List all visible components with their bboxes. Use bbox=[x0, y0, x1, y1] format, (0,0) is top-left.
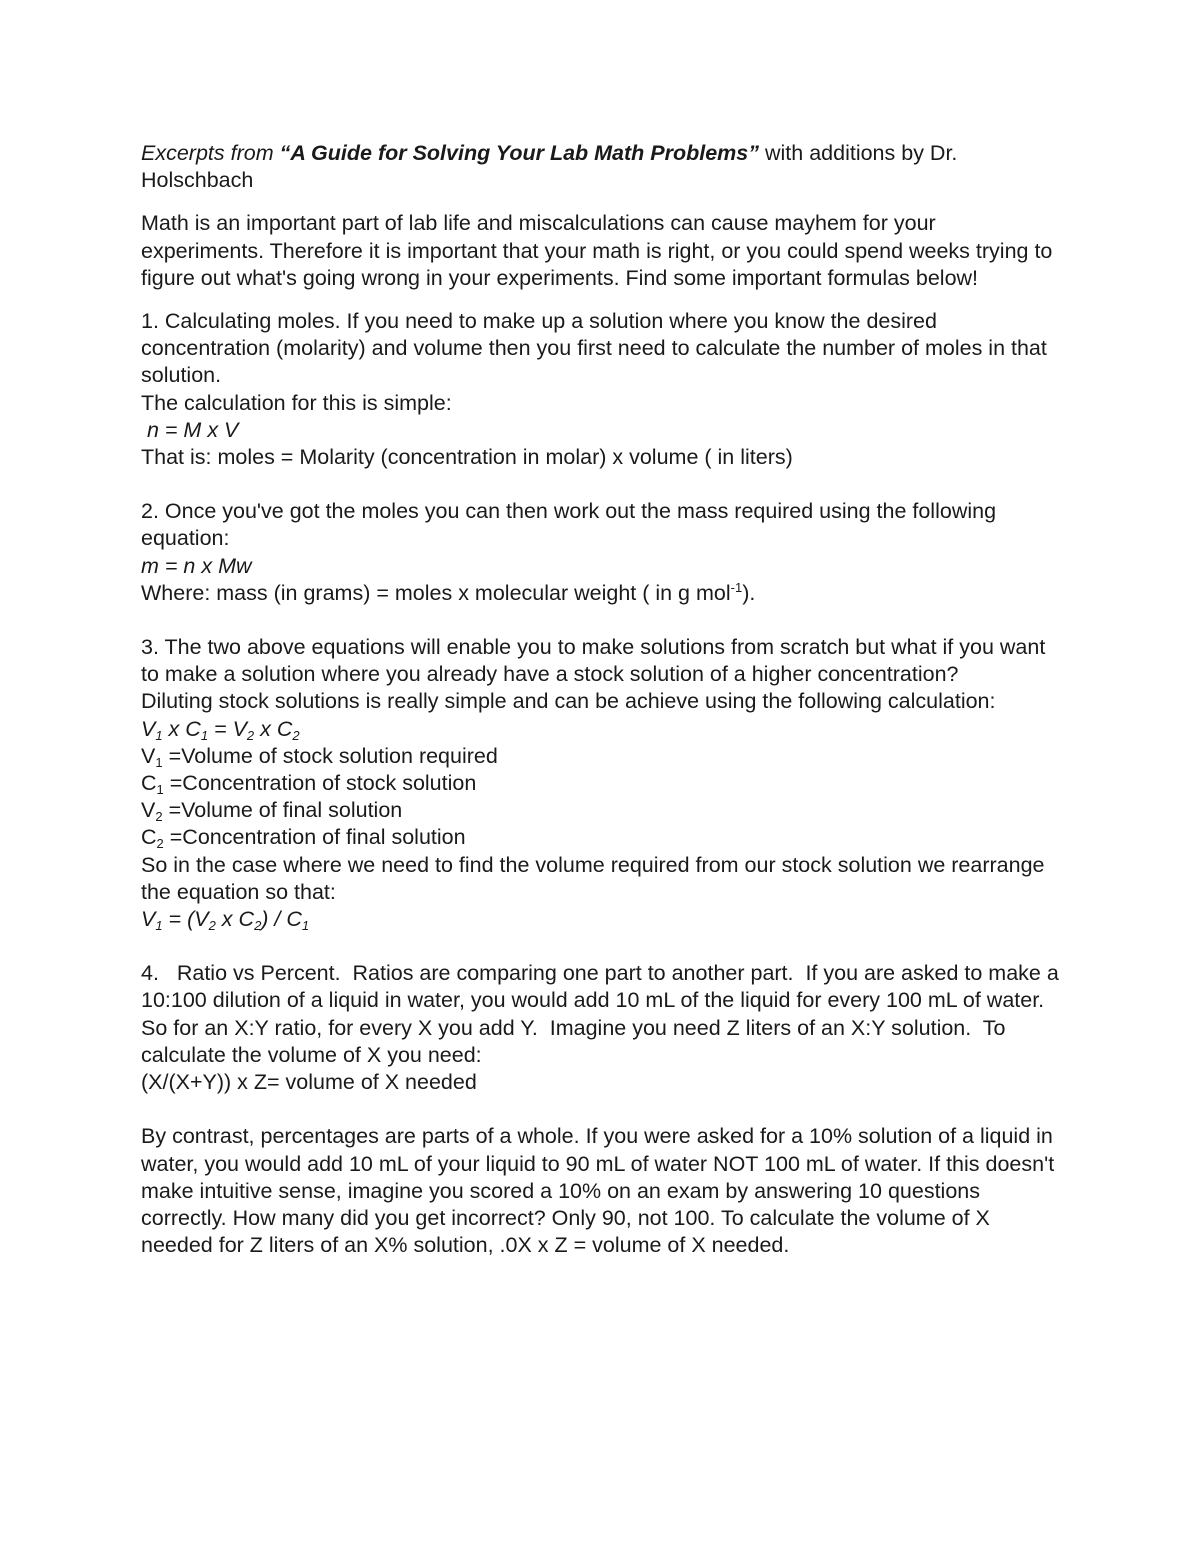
dilution-equation bbox=[141, 716, 1061, 743]
def-v2 bbox=[141, 797, 1061, 824]
section-moles-text: 1. Calculating moles. If you need to make up a solution where you know the desired concentration (molarity) and volume then you first need to calculate the number of moles in that solution. bbox=[141, 309, 1047, 388]
section-mass-explain-end: ). bbox=[742, 580, 756, 605]
section-dilution-rearrange: So in the case where we need to find the volume required from our stock solution we rearrange the equation so that: bbox=[141, 852, 1045, 904]
def-v2-sub: 2 bbox=[155, 809, 163, 825]
req-times: x bbox=[215, 907, 239, 932]
eq-v1: V bbox=[141, 716, 156, 741]
document-page bbox=[141, 140, 1065, 1259]
title-suffix: with additions by Dr. Holschbach bbox=[141, 141, 958, 193]
section-dilution bbox=[141, 634, 1061, 933]
intro-paragraph: Math is an important part of lab life and miscalculations can cause mayhem for your experiments. Therefore it is important that your math is right, or you could spend weeks trying to figure out what's going wrong in your experiments. Find some important formulas below! bbox=[141, 211, 1053, 290]
def-v1 bbox=[141, 743, 1061, 770]
req-c1-sub: 1 bbox=[301, 918, 310, 934]
def-v1-symbol: V bbox=[141, 743, 156, 768]
eq-times-1: x bbox=[162, 716, 186, 741]
eq-c2-sub: 2 bbox=[292, 727, 300, 743]
eq-times-2: x bbox=[254, 716, 277, 741]
req-c1: C bbox=[286, 907, 302, 932]
eq-c1: C bbox=[185, 716, 201, 741]
section-mass-explain-sup: -1 bbox=[730, 579, 743, 595]
def-c1-sub: 1 bbox=[156, 782, 164, 798]
section-mass-explain-text: Where: mass (in grams) = moles x molecular weight ( in g mol bbox=[141, 580, 731, 605]
eq-v2: V bbox=[232, 716, 247, 741]
req-c2: C bbox=[238, 907, 255, 932]
section-ratio-text: 4. Ratio vs Percent. Ratios are comparing one part to another part. If you are asked to make a 10:100 dilution of a liquid in water, you would add 10 mL of the liquid for every 100 mL of water. So for an X:Y ratio, for every X you add Y. Imagine you need Z liters of an X:Y solution. To calculate the volume of X you need: bbox=[141, 961, 1065, 1067]
eq-c1-sub: 1 bbox=[200, 727, 209, 743]
section-moles-formula: n = M x V bbox=[141, 417, 239, 442]
section-dilution-lead: Diluting stock solutions is really simple and can be achieve using the following calculation: bbox=[141, 689, 996, 714]
rearranged-equation bbox=[141, 906, 1061, 933]
req-c2-sub: 2 bbox=[254, 918, 262, 934]
title-book: “A Guide for Solving Your Lab Math Problems” bbox=[279, 141, 760, 165]
section-dilution-text: 3. The two above equations will enable you to make solutions from scratch but what if you want to make a solution where you already have a stock solution of a higher concentration? bbox=[141, 635, 1046, 687]
req-v2-sub: 2 bbox=[208, 918, 216, 934]
def-c1-text: =Concentration of stock solution bbox=[169, 771, 477, 796]
req-close: ) / bbox=[261, 907, 287, 932]
def-v1-text: =Volume of stock solution required bbox=[168, 743, 498, 768]
section-percent-text: By contrast, percentages are parts of a whole. If you were asked for a 10% solution of a liquid in water, you would add 10 mL of your liquid to 90 mL of water NOT 100 mL of water. If this doesn't make intuitive sense, imagine you scored a 10% on an exam by answering 10 questions correctly. How many did you get incorrect? Only 90, not 100. To calculate the volume of X needed for Z liters of an X% solution, .0X x Z = volume of X needed. bbox=[141, 1124, 1055, 1258]
def-v2-symbol: V bbox=[141, 798, 156, 823]
req-v2: V bbox=[194, 907, 209, 932]
section-mass-formula: m = n x Mw bbox=[141, 553, 252, 578]
def-c2-sub: 2 bbox=[156, 836, 164, 852]
def-c1-symbol: C bbox=[141, 771, 157, 796]
section-percent bbox=[141, 1123, 1061, 1259]
def-c2-text: =Concentration of final solution bbox=[169, 825, 466, 850]
document-title bbox=[141, 140, 1061, 194]
req-v1: V bbox=[141, 907, 156, 932]
def-v2-text: =Volume of final solution bbox=[168, 798, 403, 823]
def-c2-symbol: C bbox=[141, 825, 157, 850]
eq-v2-sub: 2 bbox=[246, 727, 255, 743]
eq-c2: C bbox=[276, 716, 293, 741]
section-moles bbox=[141, 308, 1061, 471]
section-mass bbox=[141, 498, 1061, 607]
section-moles-explain: That is: moles = Molarity (concentration in molar) x volume ( in liters) bbox=[141, 445, 793, 470]
section-ratio bbox=[141, 960, 1065, 1096]
eq-v1-sub: 1 bbox=[155, 727, 163, 743]
def-v1-sub: 1 bbox=[155, 754, 163, 770]
section-moles-lead: The calculation for this is simple: bbox=[141, 390, 452, 415]
def-c1 bbox=[141, 770, 1061, 797]
eq-equals: = bbox=[208, 716, 233, 741]
section-ratio-formula: (X/(X+Y)) x Z= volume of X needed bbox=[141, 1070, 477, 1095]
section-mass-text: 2. Once you've got the moles you can then work out the mass required using the following equation: bbox=[141, 499, 997, 551]
req-open: = ( bbox=[162, 907, 195, 932]
section-mass-explain bbox=[141, 580, 1061, 607]
req-v1-sub: 1 bbox=[155, 918, 163, 934]
title-prefix: Excerpts from bbox=[141, 141, 280, 165]
def-c2 bbox=[141, 824, 1061, 851]
